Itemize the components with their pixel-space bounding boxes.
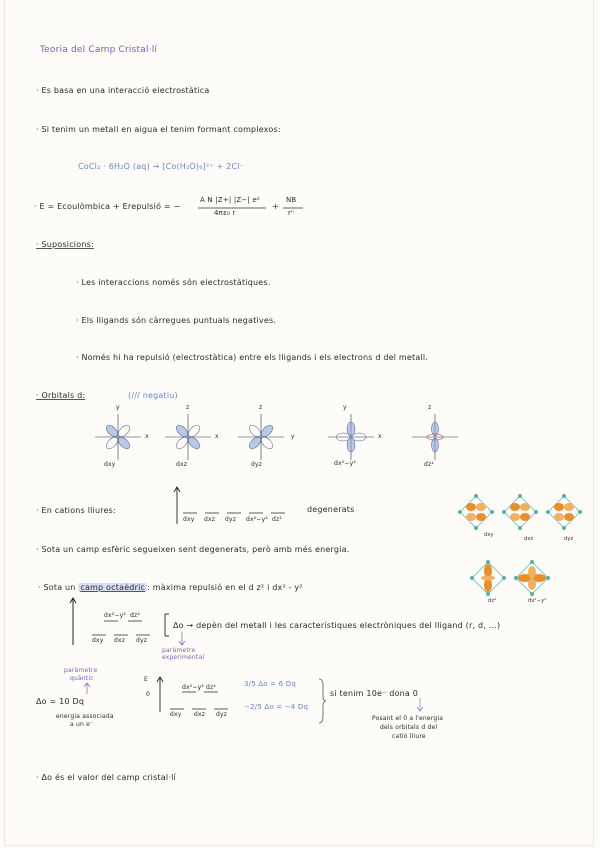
suposicio-2: · Els lligands són càrregues puntuals negatives. <box>76 316 277 325</box>
param-quantic-arrow <box>82 683 92 695</box>
posant-line1: Posant el 0 a l'energia <box>372 715 444 722</box>
axis-z-label: z <box>259 404 263 411</box>
energy-denominator-2: rⁿ <box>288 209 295 217</box>
orbital-dxz-diagram <box>163 412 213 462</box>
t2g2-label-dyz: dyz <box>216 711 228 718</box>
suposicions-heading: · Suposicions: <box>36 240 94 249</box>
octahedral-eg-illustration <box>466 556 556 602</box>
param-quantic-line2: quàntic <box>70 675 94 682</box>
posant-line2: dels orbitals d del <box>380 724 438 731</box>
energy-denominator: 4πε₀ r <box>214 209 236 217</box>
param-experimental-note: paràmetre experimental <box>162 647 205 661</box>
axis-x-label: x <box>215 433 219 440</box>
t2g2-label-dxy: dxy <box>170 711 182 718</box>
illus-label-dxy: dxy <box>484 532 494 538</box>
energy-numerator-2: NB <box>286 196 297 204</box>
axis-y-label: y <box>343 404 347 411</box>
eg-label-dx2y2: dx²−y² <box>104 612 126 619</box>
frac-up: 3/5 Δo = 6 Dq <box>244 680 296 688</box>
orbital-label-dxy: dxy <box>104 461 116 468</box>
cations-line: · En cations lliures: <box>36 506 116 515</box>
energia-associada-1: energia associada <box>56 713 114 720</box>
orbital-dx2y2-diagram <box>326 412 376 462</box>
note-line-1: · Es basa en una interacció electrostàtica <box>36 86 210 95</box>
level-label-dxz: dxz <box>204 516 216 523</box>
energia-associada-2: a un e⁻ <box>70 721 94 728</box>
axis-x-label: x <box>378 433 382 440</box>
frac-down: −2/5 Δo = −4 Dq <box>244 703 309 711</box>
axis-y-label: y <box>291 433 295 440</box>
eg-levels <box>104 619 164 623</box>
t2g-label-dyz: dyz <box>136 637 148 644</box>
illus-label-dyz: dyz <box>564 536 574 542</box>
energy-axis-arrow <box>155 676 165 714</box>
delta-equation: Δo = 10 Dq <box>36 697 85 706</box>
t2g-label-dxz: dxz <box>114 637 126 644</box>
axis-z-label: z <box>428 404 432 411</box>
suposicio-1: · Les interaccions només són electrostàtiques. <box>76 278 271 287</box>
curly-brace <box>317 678 327 724</box>
orbital-dyz-diagram <box>236 412 286 462</box>
orbital-label-dz2: dz² <box>424 461 434 468</box>
axis-y-label: y <box>116 404 120 411</box>
note-line-2: · Si tenim un metall en aigua el tenim formant complexos: <box>36 125 281 134</box>
t2g2-label-dxz: dxz <box>194 711 206 718</box>
energy-arrow-cations <box>172 486 182 526</box>
energy-plus: + <box>272 202 279 211</box>
axis-z-label: z <box>186 404 190 411</box>
esferic-line: · Sota un camp esfèric segueixen sent degenerats, però amb més energia. <box>36 545 350 554</box>
level-label-dyz: dyz <box>225 516 237 523</box>
level-label-dx2y2: dx²−y² <box>246 516 268 523</box>
illus-label-dz2: dz² <box>488 598 497 604</box>
octaedric-line <box>38 583 303 592</box>
eg-label-dz2: dz² <box>130 612 140 619</box>
degenerats-label: degenerats <box>307 505 355 514</box>
param-quantic-line1: paràmetre <box>64 667 98 674</box>
octaedric-prefix: · Sota un <box>38 583 76 592</box>
degenerate-levels <box>183 511 303 515</box>
energy-arrow-octahedral <box>68 597 78 647</box>
si-tenim-note: si tenim 10e⁻ dona 0 <box>330 689 419 698</box>
level-label-dz2: dz² <box>272 516 282 523</box>
zero-arrow <box>415 698 425 712</box>
orbital-label-dxz: dxz <box>176 461 188 468</box>
zero-label: 0 <box>146 691 151 698</box>
suposicio-3: · Només hi ha repulsió (electrostàtica) entre els lligands i els electrons d del metall. <box>76 353 429 362</box>
illus-label-dx2y2: dx²−y² <box>528 598 547 604</box>
energy-numerator: A N |Z+| |Z−| e² <box>200 196 260 204</box>
page-title: Teoria del Camp Cristal·lí <box>40 45 158 55</box>
octahedral-orbitals-illustration <box>456 482 586 542</box>
level-label-dxy: dxy <box>183 516 195 523</box>
orbital-label-dx2y2: dx²−y² <box>334 460 356 467</box>
orbitals-note: (/// negatiu) <box>128 391 178 400</box>
energy-axis-label: E <box>144 676 148 683</box>
delta-description: Δo → depèn del metall i les característiques electròniques del lligand (r, d, ...) <box>173 621 501 630</box>
t2g-label-dxy: dxy <box>92 637 104 644</box>
orbitals-heading: · Orbitals d: <box>36 391 86 400</box>
octaedric-suffix: : màxima repulsió en el d z² i dx² - y² <box>147 583 303 592</box>
posant-line3: catió lliure <box>392 733 426 740</box>
eg2-label-dx2y2: dx²−y² <box>182 684 204 691</box>
delta-bracket <box>163 614 171 638</box>
axis-x-label: x <box>145 433 149 440</box>
param-exp-arrow <box>177 632 187 646</box>
equation-cocl2: CoCl₂ · 6H₂O (aq) → [Co(H₂O)₆]²⁺ + 2Cl⁻ <box>78 162 245 171</box>
orbital-dz2-diagram <box>410 412 460 462</box>
eg2-label-dz2: dz² <box>206 684 216 691</box>
orbital-label-dyz: dyz <box>251 461 263 468</box>
energy-equation-left: · E = Ecoulòmbica + Erepulsió = − <box>34 202 181 211</box>
orbital-dxy-diagram <box>93 412 143 462</box>
octaedric-highlight: camp octaèdric <box>80 583 146 592</box>
last-line: · Δo és el valor del camp cristal·lí <box>36 773 176 782</box>
illus-label-dxz: dxz <box>524 536 534 542</box>
